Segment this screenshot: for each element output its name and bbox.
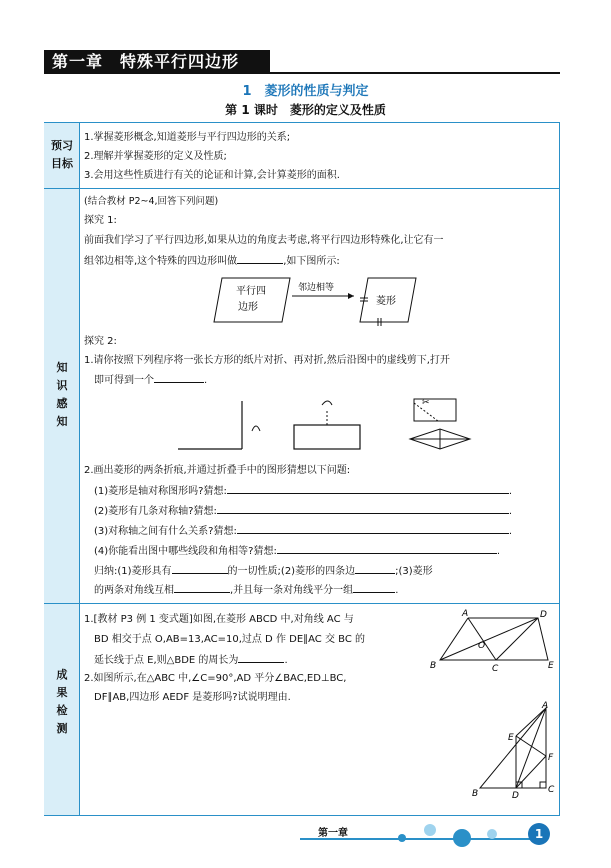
decor-dot (453, 829, 471, 847)
q2-item: (3)对称轴之间有什么关系?猜想: . (94, 523, 512, 539)
rhombus-figure-1 (428, 608, 556, 676)
diagram-left-label: 平行四 (236, 286, 266, 297)
answer-blank[interactable] (172, 563, 228, 574)
results-label: 成 果 检 测 (56, 668, 68, 735)
paper-folding-diagram (170, 393, 480, 455)
preview-side (44, 123, 80, 188)
point-label: E (548, 661, 554, 671)
preview-item: 1.掌握菱形概念,知道菱形与平行四边形的关系; (84, 132, 291, 143)
folded-square (414, 399, 456, 421)
summary-line (94, 582, 398, 598)
explore2-q1: 1.请你按照下列程序将一张长方形的纸片对折、再对折,然后沿图中的虚线剪下,打开 (84, 355, 450, 366)
diagram-arrow-label: 邻边相等 (298, 283, 335, 293)
footer-chapter: 第一章 (318, 828, 348, 839)
problem1-text: BD 相交于点 O,AB=13,AC=10,过点 D 作 DE∥AC 交 BC 的 (94, 634, 365, 645)
summary-text: 归纳:(1)菱形具有 (94, 566, 172, 577)
problem2-text: DF∥AB,四边形 AEDF 是菱形吗?试说明理由. (94, 692, 291, 703)
q2-item-text: (2)菱形有几条对称轴?猜想: (94, 506, 217, 517)
q1-text-b: . (204, 375, 208, 386)
answer-blank[interactable] (227, 483, 509, 494)
q2-item: (4)你能看出图中哪些线段和角相等?猜想: . (94, 543, 500, 559)
point-label: B (472, 789, 479, 799)
results-side (44, 604, 80, 815)
point-label: A (462, 609, 469, 619)
folded-rect (294, 425, 360, 449)
answer-blank[interactable] (237, 523, 509, 534)
problem1-text-a: 延长线于点 E,则△BDE 的周长为 (94, 655, 239, 666)
point-label: E (508, 733, 514, 743)
chapter-underline (44, 72, 560, 74)
summary-line (94, 563, 433, 579)
row-divider (44, 603, 560, 604)
decor-dot (424, 824, 436, 836)
segment-cd (496, 618, 538, 660)
triangle-figure-2 (470, 700, 558, 800)
problem2-text: 2.如图所示,在△ABC 中,∠C=90°,AD 平分∠BAC,ED⊥BC, (84, 673, 347, 684)
arrow-head (348, 293, 354, 299)
lesson-title: 第 1 课时 菱形的定义及性质 (225, 103, 386, 117)
explore2-q2: 2.画出菱形的两条折痕,并通过折叠手中的图形猜想以下问题: (84, 465, 351, 476)
knowledge-label: 知 识 感 知 (56, 361, 68, 428)
problem1-text: 1.[教材 P3 例 1 变式题]如图,在菱形 ABCD 中,对角线 AC 与 (84, 614, 354, 625)
summary-text: ,并且每一条对角线平分一组 (230, 585, 354, 596)
answer-blank[interactable] (355, 563, 395, 574)
answer-blank[interactable] (174, 582, 230, 593)
segment-ea (516, 708, 546, 736)
diagram-left-label: 边形 (238, 302, 258, 313)
problem1-text-b: . (284, 655, 288, 666)
segment-ad (516, 708, 546, 788)
summary-text: . (395, 585, 399, 596)
point-label: O (478, 641, 486, 651)
q2-item-text: (4)你能看出图中哪些线段和角相等?猜想: (94, 546, 277, 557)
answer-blank[interactable] (277, 543, 497, 554)
parallelogram-shape (214, 278, 290, 322)
decor-dot (398, 834, 406, 842)
point-label: B (430, 661, 437, 671)
problem1-text (94, 652, 288, 668)
point-label: D (512, 791, 519, 800)
diagonal-ac (468, 618, 496, 660)
q2-item-text: (3)对称轴之间有什么关系?猜想: (94, 526, 237, 537)
right-angle-mark (540, 782, 546, 788)
q1-text-a: 即可得到一个 (94, 375, 154, 386)
explore1-text: 前面我们学习了平行四边形,如果从边的角度去考虑,将平行四边形特殊化,让它有一 (84, 235, 444, 246)
decor-dot (487, 829, 497, 839)
answer-blank[interactable] (353, 582, 395, 593)
q2-item: (2)菱形有几条对称轴?猜想: . (94, 503, 512, 519)
row-divider (44, 188, 560, 189)
reference-note: (结合教材 P2~4,回答下列问题) (84, 196, 219, 207)
point-label: C (492, 664, 499, 674)
explore1-text-b: ,如下图所示: (283, 256, 340, 267)
point-label: F (548, 753, 554, 763)
q2-item: (1)菱形是轴对称图形吗?猜想: . (94, 483, 512, 499)
triangle-abc (480, 708, 546, 788)
explore2-q1-cont (94, 372, 207, 388)
point-label: A (542, 701, 549, 711)
q2-item-text: (1)菱形是轴对称图形吗?猜想: (94, 486, 227, 497)
point-label: D (540, 610, 547, 620)
fold-arrow (252, 426, 260, 431)
footer-decoration (396, 822, 526, 852)
diagram-right-label: 菱形 (376, 296, 396, 307)
page-number: 1 (528, 823, 550, 845)
summary-text: 的两条对角线互相 (94, 585, 174, 596)
diagonal-bd (440, 618, 538, 660)
answer-blank[interactable] (238, 652, 284, 663)
answer-blank[interactable] (237, 253, 283, 264)
preview-item: 2.理解并掌握菱形的定义及性质; (84, 151, 227, 162)
explore2-title: 探究 2: (84, 336, 117, 347)
chapter-title: 第一章 特殊平行四边形 (44, 50, 270, 73)
segment-df (516, 756, 546, 788)
summary-text: 的一切性质;(2)菱形的四条边 (227, 566, 356, 577)
explore1-title: 探究 1: (84, 215, 117, 226)
scissors-icon: ✂ (422, 398, 430, 408)
answer-blank[interactable] (154, 372, 204, 383)
summary-text: ;(3)菱形 (395, 566, 433, 577)
preview-label: 预习 目标 (51, 139, 73, 170)
explore1-text (84, 253, 340, 269)
parallelogram-to-rhombus-diagram (210, 272, 422, 330)
segment-ef (516, 736, 546, 756)
point-label: C (548, 785, 555, 795)
answer-blank[interactable] (217, 503, 509, 514)
section-title: 1 菱形的性质与判定 (242, 84, 369, 99)
fold-arrow (322, 401, 332, 405)
explore1-text-a: 组邻边相等,这个特殊的四边形叫做 (84, 256, 238, 267)
preview-item: 3.会用这些性质进行有关的论证和计算,会计算菱形的面积. (84, 170, 340, 181)
knowledge-side (44, 189, 80, 603)
